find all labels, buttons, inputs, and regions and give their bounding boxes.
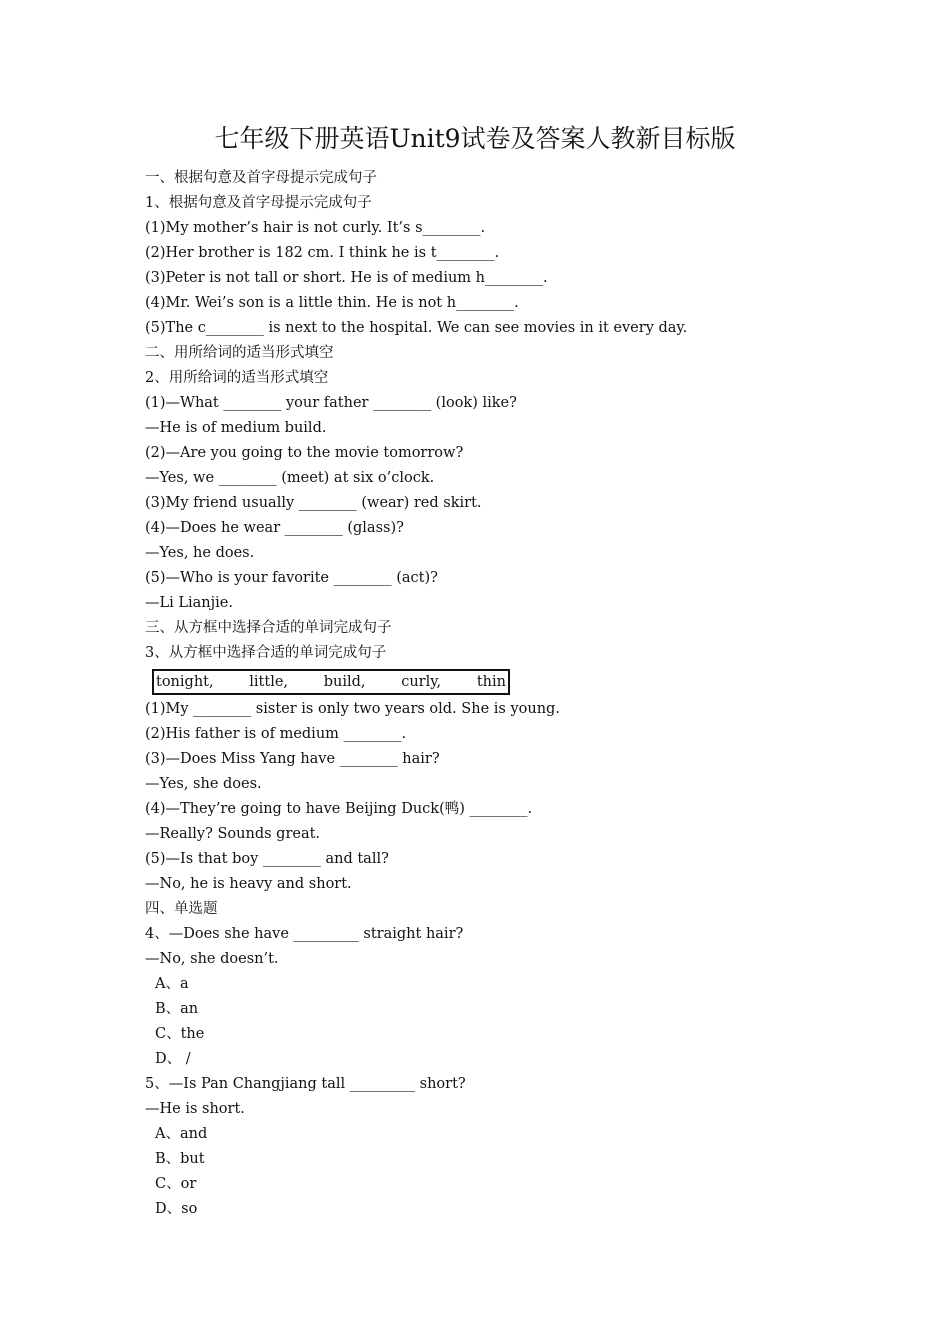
answer-option: D、so xyxy=(155,1201,198,1217)
exam-content xyxy=(145,166,845,1222)
text-line: (1)My ________ sister is only two years old. She is young. xyxy=(145,701,560,717)
text-line: 3、从方框中选择合适的单词完成句子 xyxy=(145,645,387,661)
text-line: —He is of medium build. xyxy=(145,420,327,436)
text-line: 四、单选题 xyxy=(145,901,218,917)
text-line: 2、用所给词的适当形式填空 xyxy=(145,370,329,386)
text-line: 4、—Does she have _________ straight hair? xyxy=(145,926,464,942)
text-line: —Yes, he does. xyxy=(145,545,255,561)
word-box-item: little, xyxy=(249,673,289,690)
text-line: (4)—They’re going to have Beijing Duck(鸭) ________. xyxy=(145,801,533,817)
text-line: —Yes, we ________ (meet) at six o’clock. xyxy=(145,470,435,486)
answer-option: B、but xyxy=(155,1151,205,1167)
text-line: —Really? Sounds great. xyxy=(145,826,321,842)
text-line: 三、从方框中选择合适的单词完成句子 xyxy=(145,620,392,636)
text-line: —Yes, she does. xyxy=(145,776,262,792)
word-box-item: build, xyxy=(323,673,366,690)
text-line: (1)My mother’s hair is not curly. It’s s________. xyxy=(145,220,486,236)
section-lines-top xyxy=(145,166,845,666)
answer-option: B、an xyxy=(155,1001,199,1017)
text-line: (5)—Is that boy ________ and tall? xyxy=(145,851,389,867)
text-line: (5)—Who is your favorite ________ (act)? xyxy=(145,570,438,586)
text-line: 1、根据句意及首字母提示完成句子 xyxy=(145,195,372,211)
text-line: 5、—Is Pan Changjiang tall _________ short? xyxy=(145,1076,466,1092)
page-title: 七年级下册英语Unit9试卷及答案人教新目标版 xyxy=(214,124,736,153)
text-line: 一、根据句意及首字母提示完成句子 xyxy=(145,170,377,186)
text-line: (2)His father is of medium ________. xyxy=(145,726,407,742)
text-line: (4)Mr. Wei’s son is a little thin. He is not h________. xyxy=(145,295,519,311)
answer-option: C、the xyxy=(155,1026,205,1042)
text-line: (3)Peter is not tall or short. He is of medium h________. xyxy=(145,270,548,286)
text-line: (3)My friend usually ________ (wear) red skirt. xyxy=(145,495,482,511)
text-line: (2)Her brother is 182 cm. I think he is t________. xyxy=(145,245,500,261)
text-line: (1)—What ________ your father ________ (look) like? xyxy=(145,395,517,411)
word-box-item: tonight, xyxy=(156,673,214,690)
text-line: —No, he is heavy and short. xyxy=(145,876,352,892)
text-line: —Li Lianjie. xyxy=(145,595,233,611)
word-box-item: thin xyxy=(476,673,506,690)
text-line: (2)—Are you going to the movie tomorrow? xyxy=(145,445,464,461)
section-lines-bottom xyxy=(145,697,845,1222)
answer-option: D、 / xyxy=(155,1051,191,1067)
text-line: —He is short. xyxy=(145,1101,245,1117)
word-box xyxy=(152,669,510,695)
text-line: (3)—Does Miss Yang have ________ hair? xyxy=(145,751,440,767)
text-line: —No, she doesn’t. xyxy=(145,951,279,967)
answer-option: A、and xyxy=(155,1126,208,1142)
text-line: 二、用所给词的适当形式填空 xyxy=(145,345,334,361)
word-box-item: curly, xyxy=(401,673,442,690)
word-box-row xyxy=(145,666,845,697)
text-line: (4)—Does he wear ________ (glass)? xyxy=(145,520,404,536)
answer-option: C、or xyxy=(155,1176,197,1192)
answer-option: A、a xyxy=(155,976,189,992)
text-line: (5)The c________ is next to the hospital. We can see movies in it every day. xyxy=(145,320,688,336)
